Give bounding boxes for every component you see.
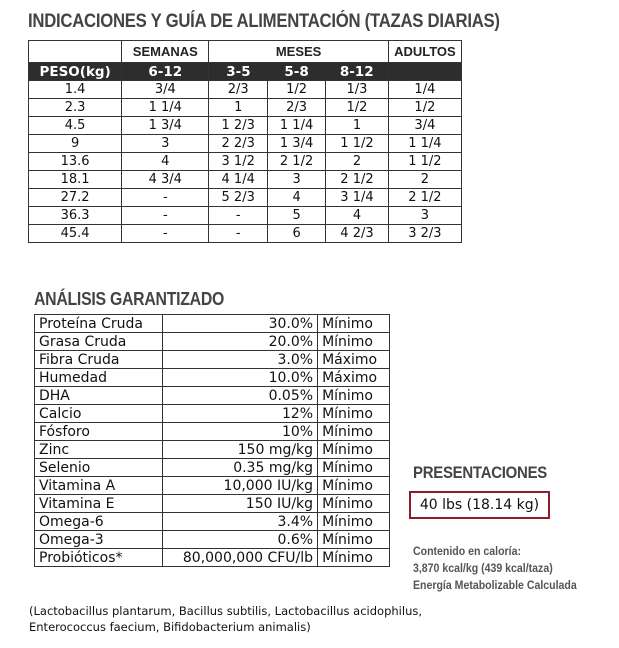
feeding-row (29, 117, 462, 135)
feeding-cell: 3/4 (122, 81, 209, 99)
nutrient-value: 10% (162, 423, 317, 441)
feeding-row (29, 135, 462, 153)
feeding-cell: 3 (268, 171, 326, 189)
analysis-row (35, 495, 390, 513)
weight-cell: 13.6 (29, 153, 122, 171)
feeding-cell: 3 1/2 (209, 153, 268, 171)
column-header: 8-12 (326, 63, 389, 81)
feeding-group-header-row (29, 41, 462, 63)
nutrient-name: Grasa Cruda (35, 333, 163, 351)
column-header (388, 63, 461, 81)
column-header: 3-5 (209, 63, 268, 81)
feeding-group-meses: MESES (209, 41, 388, 63)
weight-cell: 18.1 (29, 171, 122, 189)
nutrient-name: Fibra Cruda (35, 351, 163, 369)
nutrient-name: Calcio (35, 405, 163, 423)
analysis-row (35, 441, 390, 459)
analysis-row (35, 369, 390, 387)
feeding-cell: 3 (122, 135, 209, 153)
feeding-cell: 1/2 (388, 99, 461, 117)
nutrient-qualifier: Máximo (318, 369, 390, 387)
nutrient-name: Selenio (35, 459, 163, 477)
nutrient-value: 150 IU/kg (162, 495, 317, 513)
nutrient-qualifier: Mínimo (318, 423, 390, 441)
feeding-cell: 2 1/2 (388, 189, 461, 207)
feeding-cell: 1/2 (268, 81, 326, 99)
feeding-cell: - (209, 207, 268, 225)
feeding-cell: 5 2/3 (209, 189, 268, 207)
feeding-cell: 4 (122, 153, 209, 171)
weight-cell: 36.3 (29, 207, 122, 225)
nutrient-qualifier: Mínimo (318, 531, 390, 549)
feeding-cell: 2 1/2 (326, 171, 389, 189)
nutrient-value: 3.0% (162, 351, 317, 369)
nutrient-name: Omega-6 (35, 513, 163, 531)
feeding-row (29, 153, 462, 171)
nutrient-qualifier: Mínimo (318, 495, 390, 513)
feeding-cell: - (209, 225, 268, 243)
nutrient-value: 0.6% (162, 531, 317, 549)
nutrient-name: DHA (35, 387, 163, 405)
feeding-row (29, 81, 462, 99)
feeding-cell: 4 1/4 (209, 171, 268, 189)
feeding-row (29, 171, 462, 189)
feeding-cell: - (122, 207, 209, 225)
nutrient-value: 30.0% (162, 315, 317, 333)
feeding-cell: 3 1/4 (326, 189, 389, 207)
presentations-title: PRESENTACIONES (413, 463, 548, 482)
feeding-cell: 2 1/2 (268, 153, 326, 171)
nutrient-value: 150 mg/kg (162, 441, 317, 459)
analysis-row (35, 387, 390, 405)
feeding-group-adultos: ADULTOS (388, 41, 461, 63)
feeding-cell: 4 2/3 (326, 225, 389, 243)
weight-cell: 2.3 (29, 99, 122, 117)
feeding-cell: 4 (326, 207, 389, 225)
feeding-cell: 1 3/4 (122, 117, 209, 135)
probiotic-footnote-line-1: (Lactobacillus plantarum, Bacillus subtilis, Lactobacillus acidophilus, (29, 604, 422, 618)
feeding-row (29, 207, 462, 225)
probiotic-footnote-line-2: Enterococcus faecium, Bifidobacterium animalis) (29, 620, 311, 634)
feeding-cell: 3/4 (388, 117, 461, 135)
feeding-cell: 1/4 (388, 81, 461, 99)
nutrient-qualifier: Mínimo (318, 405, 390, 423)
feeding-cell: 1/3 (326, 81, 389, 99)
presentation-size-box (409, 491, 550, 519)
nutrient-value: 0.35 mg/kg (162, 459, 317, 477)
nutrient-value: 3.4% (162, 513, 317, 531)
feeding-cell: 6 (268, 225, 326, 243)
feeding-cell: 1 1/2 (326, 135, 389, 153)
analysis-row (35, 477, 390, 495)
nutrient-name: Fósforo (35, 423, 163, 441)
column-header: 5-8 (268, 63, 326, 81)
feeding-cell: 2 (388, 171, 461, 189)
presentation-size: 40 lbs (18.14 kg) (419, 497, 540, 513)
feeding-cell: 1 2/3 (209, 117, 268, 135)
feeding-cell: - (122, 225, 209, 243)
nutrient-qualifier: Mínimo (318, 459, 390, 477)
weight-cell: 45.4 (29, 225, 122, 243)
feeding-group-semanas: SEMANAS (122, 41, 209, 63)
nutrient-value: 10.0% (162, 369, 317, 387)
analysis-row (35, 531, 390, 549)
nutrient-name: Probióticos* (35, 549, 163, 567)
feeding-cell: 1 1/4 (388, 135, 461, 153)
nutrient-value: 12% (162, 405, 317, 423)
nutrient-value: 80,000,000 CFU/lb (162, 549, 317, 567)
nutrient-name: Humedad (35, 369, 163, 387)
feeding-cell: 5 (268, 207, 326, 225)
feeding-cell: 2 (326, 153, 389, 171)
nutrient-qualifier: Mínimo (318, 441, 390, 459)
nutrient-name: Vitamina A (35, 477, 163, 495)
nutrient-qualifier: Máximo (318, 351, 390, 369)
feeding-cell: 2/3 (268, 99, 326, 117)
nutrient-value: 0.05% (162, 387, 317, 405)
feeding-cell: 1 3/4 (268, 135, 326, 153)
nutrient-value: 10,000 IU/kg (162, 477, 317, 495)
nutrient-name: Omega-3 (35, 531, 163, 549)
feeding-row (29, 189, 462, 207)
nutrient-qualifier: Mínimo (318, 387, 390, 405)
feeding-guide-title: INDICACIONES Y GUÍA DE ALIMENTACIÓN (TAZAS DIARIAS) (28, 11, 500, 32)
feeding-cell: 1/2 (326, 99, 389, 117)
calorie-value: 3,870 kcal/kg (439 kcal/taza) (413, 561, 553, 575)
analysis-row (35, 549, 390, 567)
analysis-row (35, 405, 390, 423)
feeding-guide-table (28, 40, 462, 243)
feeding-cell: 1 (209, 99, 268, 117)
weight-cell: 4.5 (29, 117, 122, 135)
nutrient-qualifier: Mínimo (318, 477, 390, 495)
feeding-cell: 2 2/3 (209, 135, 268, 153)
analysis-row (35, 513, 390, 531)
feeding-cell: 4 (268, 189, 326, 207)
weight-cell: 27.2 (29, 189, 122, 207)
analysis-row (35, 459, 390, 477)
nutrient-qualifier: Mínimo (318, 549, 390, 567)
nutrient-qualifier: Mínimo (318, 333, 390, 351)
calorie-label: Contenido en caloría: (413, 544, 521, 558)
feeding-cell: 4 3/4 (122, 171, 209, 189)
analysis-row (35, 333, 390, 351)
feeding-column-header-row (29, 63, 462, 81)
feeding-cell: - (122, 189, 209, 207)
feeding-cell: 2/3 (209, 81, 268, 99)
nutrient-name: Proteína Cruda (35, 315, 163, 333)
analysis-row (35, 351, 390, 369)
feeding-cell: 1 1/4 (268, 117, 326, 135)
feeding-cell: 1 1/4 (122, 99, 209, 117)
nutrient-qualifier: Mínimo (318, 513, 390, 531)
feeding-cell: 1 1/2 (388, 153, 461, 171)
calorie-note: Energía Metabolizable Calculada (413, 578, 577, 592)
nutrient-name: Vitamina E (35, 495, 163, 513)
feeding-cell: 1 (326, 117, 389, 135)
feeding-row (29, 225, 462, 243)
analysis-row (35, 423, 390, 441)
feeding-row (29, 99, 462, 117)
feeding-cell: 3 (388, 207, 461, 225)
weight-cell: 1.4 (29, 81, 122, 99)
nutrient-value: 20.0% (162, 333, 317, 351)
feeding-group-blank (29, 41, 122, 63)
nutrient-qualifier: Mínimo (318, 315, 390, 333)
guaranteed-analysis-table (34, 314, 390, 567)
column-header: PESO(kg) (29, 63, 122, 81)
column-header: 6-12 (122, 63, 209, 81)
weight-cell: 9 (29, 135, 122, 153)
analysis-title: ANÁLISIS GARANTIZADO (34, 289, 225, 309)
nutrient-name: Zinc (35, 441, 163, 459)
feeding-cell: 3 2/3 (388, 225, 461, 243)
analysis-row (35, 315, 390, 333)
